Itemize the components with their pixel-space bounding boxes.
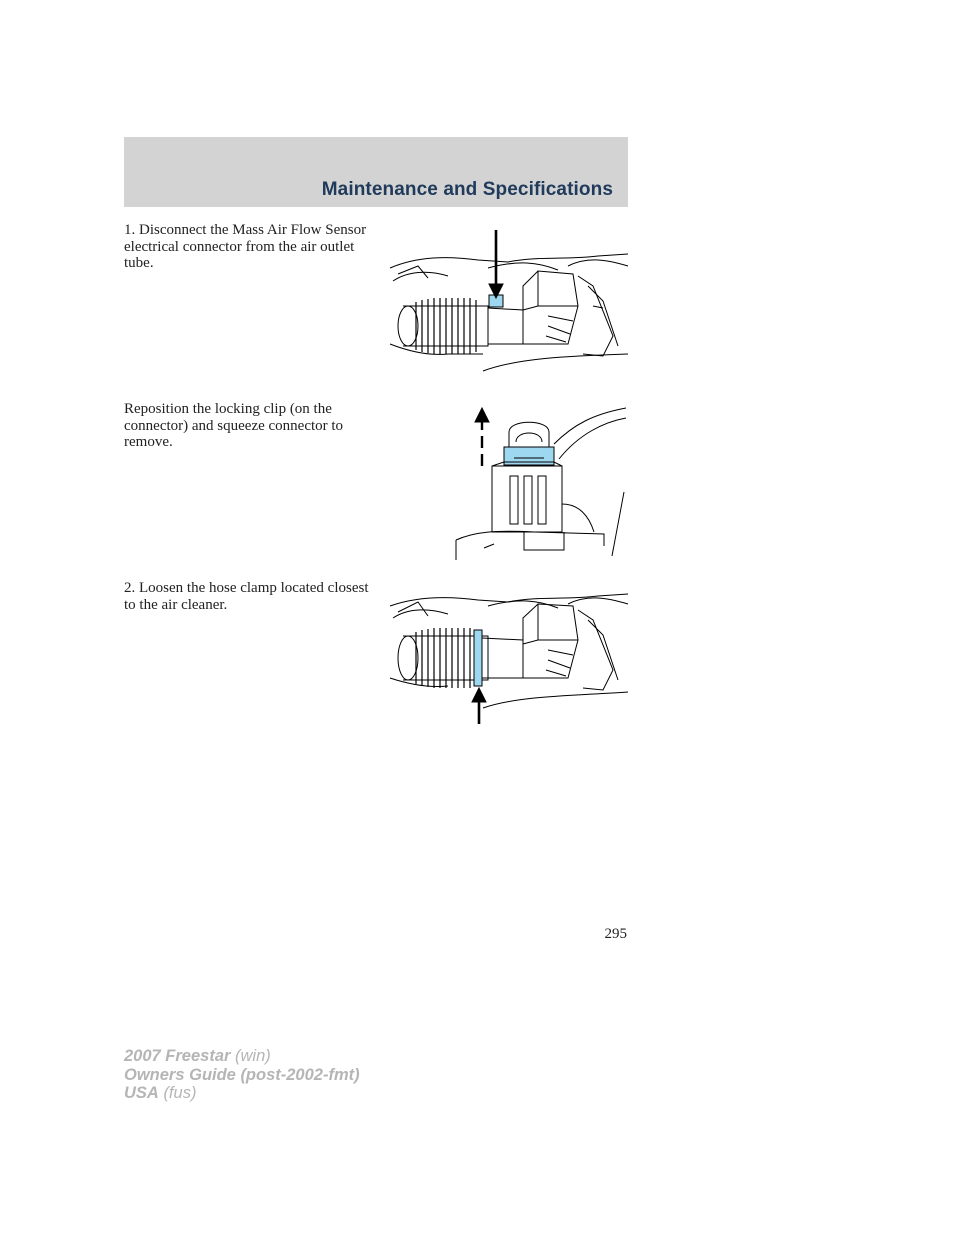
- footer-line-3: [124, 1084, 360, 1103]
- document-footer: [124, 1047, 360, 1103]
- maf-connector-illustration: [388, 226, 630, 378]
- footer-line-2: [124, 1066, 360, 1085]
- footer-region-code: (fus): [163, 1084, 197, 1102]
- section-header-band: [124, 137, 628, 207]
- footer-model-code: (win): [235, 1047, 271, 1065]
- page-number: 295: [604, 926, 627, 942]
- section-title: Maintenance and Specifications: [321, 179, 613, 200]
- footer-model: 2007 Freestar: [124, 1047, 231, 1065]
- step-1-text: 1. Disconnect the Mass Air Flow Sensor electrical connector from the air outlet tube.: [124, 222, 367, 271]
- step-locking-clip-text: Reposition the locking clip (on the connector) and squeeze connector to remove.: [124, 401, 344, 450]
- hose-clamp-illustration: [388, 588, 630, 724]
- locking-clip-illustration: [454, 404, 630, 560]
- footer-line-1: [124, 1047, 360, 1066]
- step-2-text: 2. Loosen the hose clamp located closest to the air cleaner.: [124, 580, 369, 613]
- footer-guide: Owners Guide (post-2002-fmt): [124, 1065, 360, 1084]
- footer-region: USA: [124, 1084, 159, 1102]
